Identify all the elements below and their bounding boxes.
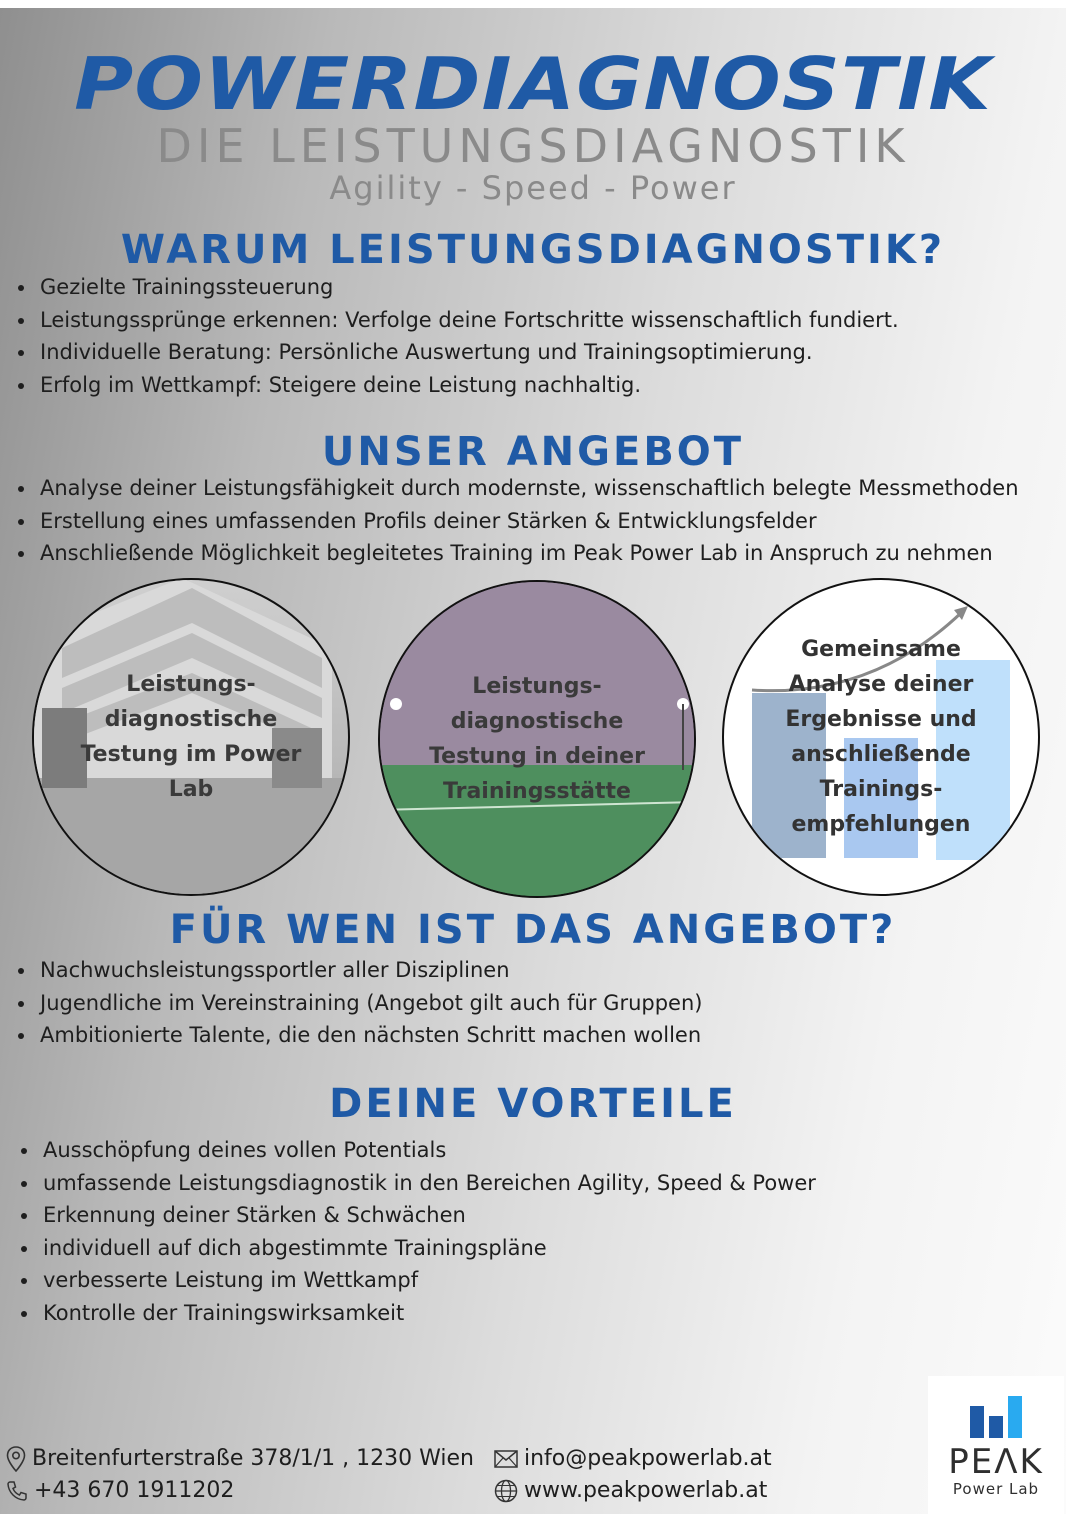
contact-address (6, 1444, 474, 1474)
why-heading: WARUM LEISTUNGSDIAGNOSTIK? (120, 227, 946, 273)
contact-email[interactable] (494, 1444, 772, 1474)
logo-wordmark: PEΛK (948, 1442, 1044, 1482)
page-subtitle: DIE LEISTUNGSDIAGNOSTIK (156, 119, 910, 173)
logo-bars-icon (968, 1392, 1026, 1438)
list-item: Gezielte Trainingssteuerung (12, 271, 899, 304)
list-item: umfassende Leistungsdiagnostik in den Bereichen Agility, Speed & Power (15, 1167, 816, 1200)
mail-icon (494, 1450, 518, 1468)
list-item: Ausschöpfung deines vollen Potentials (15, 1134, 816, 1167)
circle-power-lab (32, 578, 350, 896)
website-text: www.peakpowerlab.at (524, 1478, 768, 1503)
list-item: Jugendliche im Vereinstraining (Angebot gilt auch für Gruppen) (12, 987, 702, 1020)
why-list (12, 271, 899, 401)
circle-text: Leistungs-diagnostische Testung im Power Lab (80, 672, 302, 802)
list-item: verbesserte Leistung im Wettkampf (15, 1264, 816, 1297)
address-text: Breitenfurterstraße 378/1/1 , 1230 Wien (32, 1446, 474, 1471)
list-item: Individuelle Beratung: Persönliche Auswertung und Trainingsoptimierung. (12, 336, 899, 369)
list-item: Erfolg im Wettkampf: Steigere deine Leistung nachhaltig. (12, 369, 899, 402)
peak-power-lab-logo (928, 1376, 1064, 1514)
contact-phone[interactable] (6, 1476, 234, 1506)
page-tagline: Agility - Speed - Power (329, 169, 737, 207)
logo-subtitle: Power Lab (952, 1480, 1040, 1498)
benefits-list (15, 1134, 816, 1329)
offer-heading: UNSER ANGEBOT (321, 429, 745, 475)
phone-icon (6, 1480, 28, 1502)
circle-text: Leistungs-diagnostische Testung in deiner Trainingsstätte (429, 674, 645, 804)
benefits-heading: DEINE VORTEILE (329, 1081, 737, 1127)
circle-analysis (722, 578, 1040, 896)
offer-list (12, 472, 1019, 570)
list-item: Ambitionierte Talente, die den nächsten Schritt machen wollen (12, 1019, 702, 1052)
flyer-page (0, 8, 1066, 1514)
globe-icon (494, 1479, 518, 1503)
circle-training-site (378, 580, 696, 898)
circle-text: Gemeinsame Analyse deiner Ergebnisse und anschließende Trainings-empfehlungen (785, 637, 977, 837)
email-text: info@peakpowerlab.at (524, 1446, 772, 1471)
contact-website[interactable] (494, 1476, 767, 1506)
phone-text: +43 670 1911202 (34, 1478, 235, 1503)
list-item: Kontrolle der Trainingswirksamkeit (15, 1297, 816, 1330)
audience-heading: FÜR WEN IST DAS ANGEBOT? (169, 907, 897, 953)
location-pin-icon (6, 1446, 26, 1472)
list-item: individuell auf dich abgestimmte Trainingspläne (15, 1232, 816, 1265)
list-item: Erkennung deiner Stärken & Schwächen (15, 1199, 816, 1232)
list-item: Nachwuchsleistungssportler aller Disziplinen (12, 954, 702, 987)
list-item: Anschließende Möglichkeit begleitetes Training im Peak Power Lab in Anspruch zu nehmen (12, 537, 1019, 570)
list-item: Erstellung eines umfassenden Profils deiner Stärken & Entwicklungsfelder (12, 505, 1019, 538)
audience-list (12, 954, 702, 1052)
list-item: Leistungssprünge erkennen: Verfolge deine Fortschritte wissenschaftlich fundiert. (12, 304, 899, 337)
page-title: POWERDIAGNOSTIK (74, 42, 992, 126)
list-item: Analyse deiner Leistungsfähigkeit durch modernste, wissenschaftlich belegte Messmethoden (12, 472, 1019, 505)
